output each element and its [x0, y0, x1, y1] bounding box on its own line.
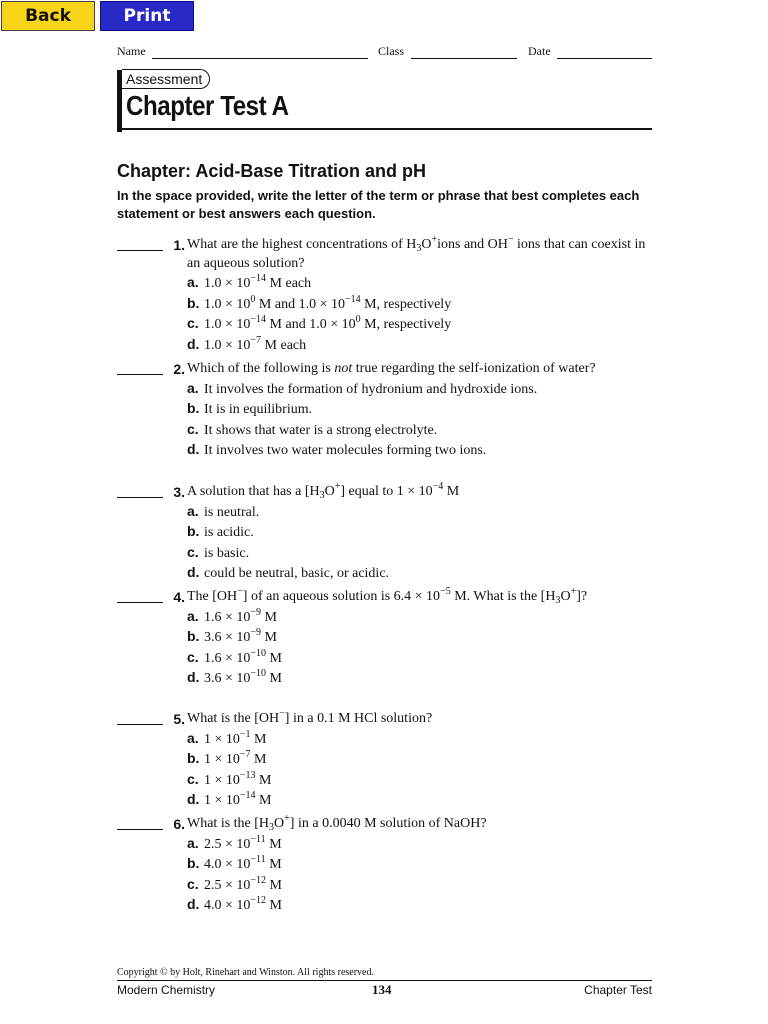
choice-letter: c. [187, 420, 199, 437]
answer-choice [187, 335, 662, 356]
answer-choice [187, 895, 662, 916]
class-field[interactable] [411, 58, 517, 59]
choice-letter: b. [187, 628, 200, 644]
footer-rule [117, 980, 652, 981]
choice-text: $1 \times 10^{-1}$ M [204, 728, 267, 747]
instructions: In the space provided, write the letter of the term or phrase that best completes each statement or best answers each question. [117, 188, 640, 221]
date-label: Date [528, 44, 551, 58]
answer-blank[interactable] [117, 497, 163, 498]
choice-letter: c. [187, 648, 199, 665]
question-number: 4. [173, 589, 185, 605]
choice-text: $1.0 \times 10^{-14}$ M each [204, 273, 312, 291]
question-1 [117, 236, 662, 355]
question-5 [117, 710, 662, 811]
choice-text: $1.6 \times 10^{-10}$ M [204, 647, 282, 666]
answer-choice [187, 729, 662, 750]
answer-blank[interactable] [117, 374, 163, 375]
choice-text: $3.6 \times 10^{-9}$ M [204, 627, 277, 645]
question-stem: Which of the following is not true regarding the self-ionization of water? [187, 361, 596, 376]
header-rule [117, 128, 652, 130]
question-stem: What are the highest concentrations of $H_3O^+ions$ and OH− ions that can coexist in an aqueous solution? [187, 234, 646, 271]
choice-text: $3.6 \times 10^{-10}$ M [204, 668, 282, 686]
question-stem: The [OH−] of an aqueous solution is $6.4 \times 10^{-5}$ M. What is the $[H_3O^+]$? [187, 586, 588, 606]
question-number: 3. [173, 484, 185, 500]
answer-blank[interactable] [117, 602, 163, 603]
answer-choice [187, 273, 662, 294]
choice-letter: d. [187, 335, 200, 352]
answer-blank[interactable] [117, 829, 163, 830]
name-label: Name [117, 44, 146, 58]
choice-letter: c. [187, 543, 199, 560]
answer-choice [187, 563, 662, 584]
choice-text: is acidic. [204, 525, 254, 540]
choice-text: It is in equilibrium. [204, 402, 313, 417]
choice-letter: a. [187, 729, 199, 746]
choice-text: $1.6 \times 10^{-9}$ M [204, 606, 277, 625]
choice-letter: b. [187, 294, 200, 311]
choice-text: $2.5 \times 10^{-11}$ M [204, 833, 282, 852]
question-number: 6. [173, 816, 185, 832]
answer-choice [187, 875, 662, 896]
answer-choice [187, 543, 662, 564]
choice-letter: a. [187, 834, 199, 851]
footer-section: Chapter Test [584, 983, 652, 997]
class-label: Class [378, 44, 405, 58]
choice-letter: d. [187, 564, 200, 580]
choice-letter: a. [187, 379, 199, 396]
print-button[interactable]: Print [100, 1, 194, 31]
name-field[interactable] [152, 58, 368, 59]
choice-text: $4.0 \times 10^{-11}$ M [204, 854, 282, 872]
question-stem: What is the [OH−] in a 0.1 M HCl solution? [187, 708, 433, 726]
choice-letter: a. [187, 274, 199, 290]
answer-choice [187, 522, 662, 543]
date-field[interactable] [557, 58, 652, 59]
choice-letter: d. [187, 896, 200, 912]
choice-text: $1 \times 10^{-7}$ M [204, 749, 267, 767]
choice-letter: d. [187, 669, 200, 685]
answer-choice [187, 668, 662, 689]
question-number: 1. [173, 237, 185, 253]
choice-text: could be neutral, basic, or acidic. [204, 566, 390, 581]
choice-letter: d. [187, 441, 200, 457]
assessment-badge: Assessment [122, 69, 210, 89]
choice-letter: d. [187, 791, 200, 807]
question-2 [117, 360, 662, 461]
choice-text: $4.0 \times 10^{-12}$ M [204, 895, 282, 913]
choice-text: $1 \times 10^{-14}$ M [204, 790, 272, 808]
page-title: Chapter Test A [126, 90, 289, 121]
answer-choice [187, 440, 662, 461]
choice-letter: b. [187, 523, 200, 539]
answer-blank[interactable] [117, 250, 163, 251]
choice-letter: c. [187, 875, 199, 892]
question-3 [117, 483, 662, 584]
answer-choice [187, 770, 662, 791]
choice-text: $1.0 \times 10^0$ M and $1.0 \times 10^{-14}$ M, respectively [204, 293, 452, 312]
choice-letter: a. [187, 502, 199, 519]
choice-text: It shows that water is a strong electrolyte. [204, 422, 438, 438]
choice-letter: b. [187, 400, 200, 416]
choice-letter: b. [187, 750, 200, 766]
choice-text: is basic. [204, 545, 250, 561]
choice-text: It involves the formation of hydronium and hydroxide ions. [204, 381, 538, 397]
copyright-text: Copyright © by Holt, Rinehart and Winston. All rights reserved. [117, 967, 374, 978]
choice-text: $1.0 \times 10^{-14}$ M and $1.0 \times 10^0$ M, respectively [204, 314, 452, 332]
answer-choice [187, 854, 662, 875]
question-4 [117, 588, 662, 689]
choice-letter: c. [187, 770, 199, 787]
question-number: 5. [173, 711, 185, 727]
answer-choice [187, 502, 662, 523]
page-number: 134 [372, 982, 392, 997]
answer-choice [187, 607, 662, 628]
question-stem: What is the $[H_3O^+]$ in a 0.0040 M solution of NaOH? [187, 813, 487, 833]
answer-choice [187, 379, 662, 400]
footer-book-title: Modern Chemistry [117, 983, 216, 997]
chapter-heading: Chapter: Acid-Base Titration and pH [117, 161, 427, 181]
answer-choice [187, 399, 662, 420]
answer-choice [187, 294, 662, 315]
answer-choice [187, 314, 662, 335]
choice-text: $1.0 \times 10^{-7}$ M each [204, 334, 307, 353]
answer-choice [187, 834, 662, 855]
question-6 [117, 815, 662, 916]
choice-letter: a. [187, 607, 199, 624]
back-button[interactable]: Back [1, 1, 95, 31]
choice-letter: b. [187, 855, 200, 871]
answer-choice [187, 627, 662, 648]
choice-text: is neutral. [204, 504, 260, 520]
choice-text: $1 \times 10^{-13}$ M [204, 769, 272, 788]
question-stem: A solution that has a $[H_3O^+]$ equal to $1 \times 10^{-4}$ M [187, 481, 460, 501]
answer-choice [187, 749, 662, 770]
choice-letter: c. [187, 315, 199, 331]
answer-choice [187, 420, 662, 441]
question-number: 2. [173, 361, 185, 377]
answer-blank[interactable] [117, 724, 163, 725]
choice-text: $2.5 \times 10^{-12}$ M [204, 874, 282, 893]
answer-choice [187, 790, 662, 811]
choice-text: It involves two water molecules forming two ions. [204, 443, 487, 458]
answer-choice [187, 648, 662, 669]
